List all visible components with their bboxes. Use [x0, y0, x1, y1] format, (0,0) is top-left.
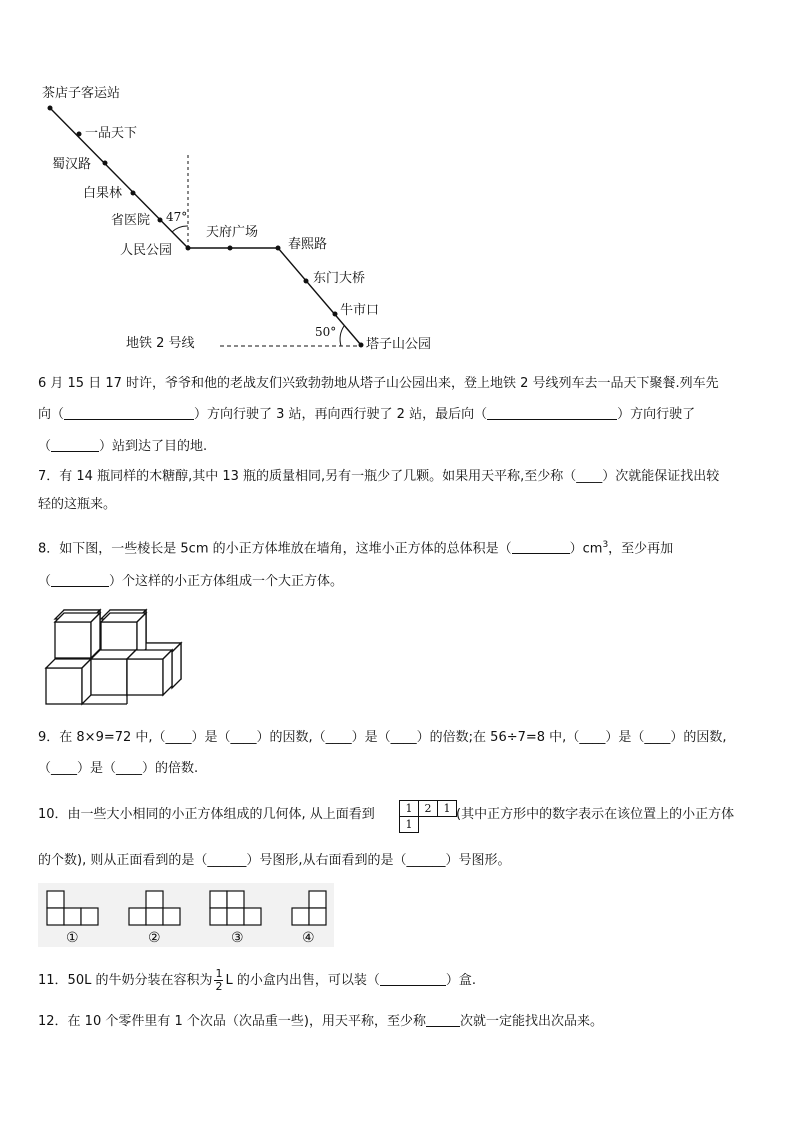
angle-label-bottom: 50°	[315, 325, 337, 339]
q12-blank[interactable]	[426, 1012, 460, 1027]
q11-blank[interactable]	[380, 971, 446, 986]
q9-line2: （____）是（____）的倍数.	[38, 761, 199, 776]
q6-line1: 6 月 15 日 17 时许，爷爷和他的老战友们兴致勃勃地从塔子山公园出来，登上地铁 2 号线列车去一品天下聚餐.列车先	[38, 376, 719, 391]
grid-cell: 1	[399, 816, 419, 833]
q10-line1-b: (其中正方形中的数字表示在该位置上的小正方体	[456, 807, 735, 822]
q6-line3: （ ）站到达了目的地.	[38, 439, 208, 454]
q9-line1: 9．在 8×9=72 中,（____）是（____）的因数,（____）是（____）的倍数;在 56÷7=8 中,（____）是（____）的因数,	[38, 730, 727, 745]
q10-line2: 的个数), 则从正面看到的是（______）号图形,从右面看到的是（______）号图形。	[38, 853, 511, 868]
station-label-shengyiyuan: 省医院	[111, 213, 151, 228]
q7-line2: 轻的这瓶来。	[38, 497, 117, 512]
q8-line2: （ ）个这样的小正方体组成一个大正方体。	[38, 574, 344, 589]
metro-line-label: 地铁 2 号线	[126, 336, 195, 351]
q10-line1-a: 10．由一些大小相同的小正方体组成的几何体, 从上面看到	[38, 807, 375, 822]
station-label-dongmen: 东门大桥	[313, 271, 366, 286]
station-label-baiguolin: 白果林	[83, 186, 123, 201]
station-label-chadianzi: 茶店子客运站	[42, 86, 121, 101]
figure-label-3: ③	[231, 930, 244, 946]
station-label-niushikou: 牛市口	[340, 303, 380, 318]
grid-cell: 1	[399, 800, 419, 817]
station-label-tazishan: 塔子山公园	[366, 337, 432, 352]
q11-line: 11．50L 的牛奶分装在容积为 $\frac{1}{2}$ L 的小盒内出售，可以装（ ）盒.	[38, 967, 476, 993]
figure-label-2: ②	[148, 930, 161, 946]
q7-line1: 7．有 14 瓶同样的木糖醇,其中 13 瓶的质量相同,另有一瓶少了几颗。如果用天平称,至少称（____）次就能保证找出较	[38, 469, 720, 484]
figure-label-4: ④	[302, 930, 315, 946]
station-label-chunxi: 春熙路	[288, 237, 328, 252]
q8-line1: 8．如下图，一些棱长是 5cm 的小正方体堆放在墙角，这堆小正方体的总体积是（ ）$cm^3$，至少再加	[38, 540, 674, 557]
figure-label-1: ①	[66, 930, 79, 946]
q11-fraction: $\frac{1}{2}$	[215, 967, 223, 993]
q6-line2: 向（ ）方向行驶了 3 站，再向西行驶了 2 站，最后向（ ）方向行驶了	[38, 407, 696, 422]
q12-line: 12．在 10 个零件里有 1 个次品（次品重一些)，用天平称，至少称 次就一定能找出次品来。	[38, 1014, 603, 1029]
grid-cell: 1	[437, 800, 457, 817]
angle-label-top: 47°	[166, 210, 188, 224]
grid-cell: 2	[418, 800, 438, 817]
station-label-tianfu: 天府广场	[206, 225, 259, 240]
station-label-yipin: 一品天下	[85, 126, 138, 141]
station-label-renmin: 人民公园	[120, 243, 173, 258]
station-label-shuhan: 蜀汉路	[52, 157, 92, 172]
